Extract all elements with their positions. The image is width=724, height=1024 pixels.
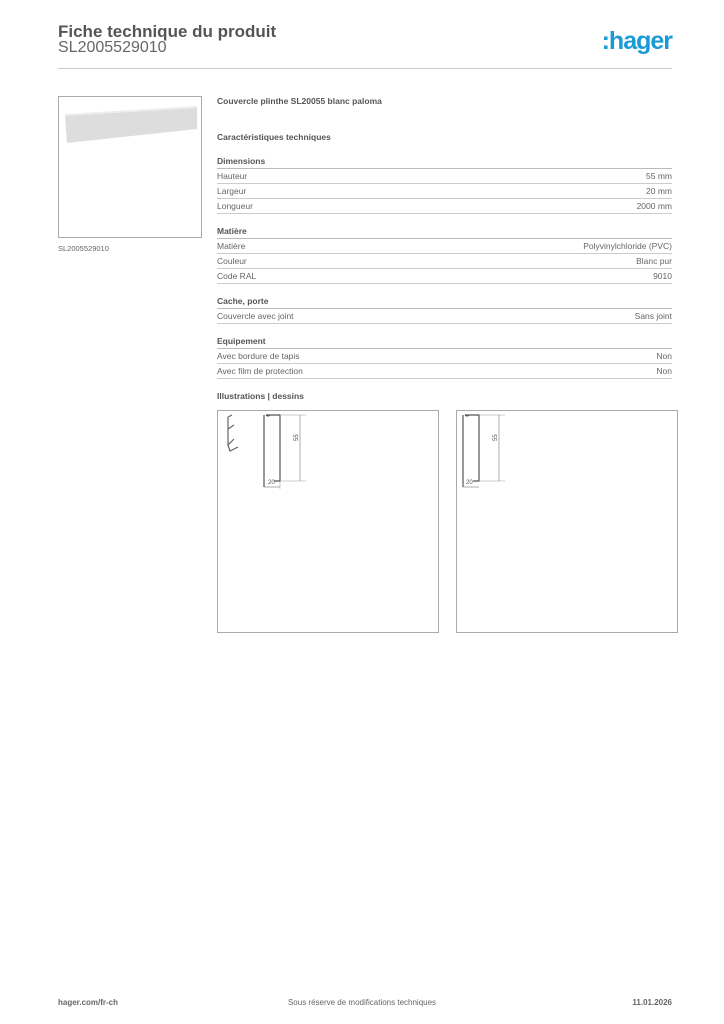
spec-row [217,239,672,254]
spec-label: Avec film de protection [217,366,303,376]
illustrations-title: Illustrations | dessins [217,391,304,401]
specs [217,96,672,379]
tech-title: Caractéristiques techniques [217,132,331,142]
header-divider [58,68,672,69]
height-dimension: 55 [294,434,300,441]
spec-value: 55 mm [646,171,672,181]
spec-row [217,349,672,364]
spec-label: Hauteur [217,171,248,181]
product-title: Couvercle plinthe SL20055 blanc paloma [217,96,382,106]
image-caption: SL2005529010 [58,244,109,253]
illustration-1 [217,410,439,633]
page-title: Fiche technique du produit [58,22,277,41]
hager-logo: :hager [601,27,672,55]
spec-value: Non [656,366,672,376]
spec-label: Longueur [217,201,253,211]
section-title: Cache, porte [217,296,672,309]
footer-website[interactable]: hager.com/fr-ch [58,998,119,1007]
width-dimension: 20 [268,480,275,486]
illustration-2 [456,410,678,633]
spec-row [217,254,672,269]
spec-row [217,199,672,214]
width-dimension: 20 [466,480,473,486]
spec-value: Polyvinylchloride (PVC) [583,241,672,251]
spec-label: Largeur [217,186,247,196]
section-title: Matière [217,226,672,239]
spec-row [217,364,672,379]
spec-label: Couvercle avec joint [217,311,294,321]
spec-value: 20 mm [646,186,672,196]
product-image [58,96,202,238]
spec-value: Sans joint [634,311,672,321]
product-reference: SL2005529010 [58,39,167,56]
footer-disclaimer: Sous réserve de modifications techniques [287,998,437,1007]
spec-row [217,184,672,199]
spec-label: Avec bordure de tapis [217,351,300,361]
height-dimension: 55 [493,434,499,441]
section-title: Equipement [217,336,672,349]
spec-row [217,309,672,324]
spec-value: 2000 mm [636,201,672,211]
spec-label: Matière [217,241,246,251]
spec-value: Non [656,351,672,361]
spec-label: Couleur [217,256,247,266]
footer-date: 11.01.2026 [632,998,672,1007]
spec-label: Code RAL [217,271,257,281]
spec-value: Blanc pur [636,256,672,266]
section-title: Dimensions [217,156,672,169]
spec-row [217,269,672,284]
spec-value: 9010 [653,271,672,281]
spec-row [217,169,672,184]
